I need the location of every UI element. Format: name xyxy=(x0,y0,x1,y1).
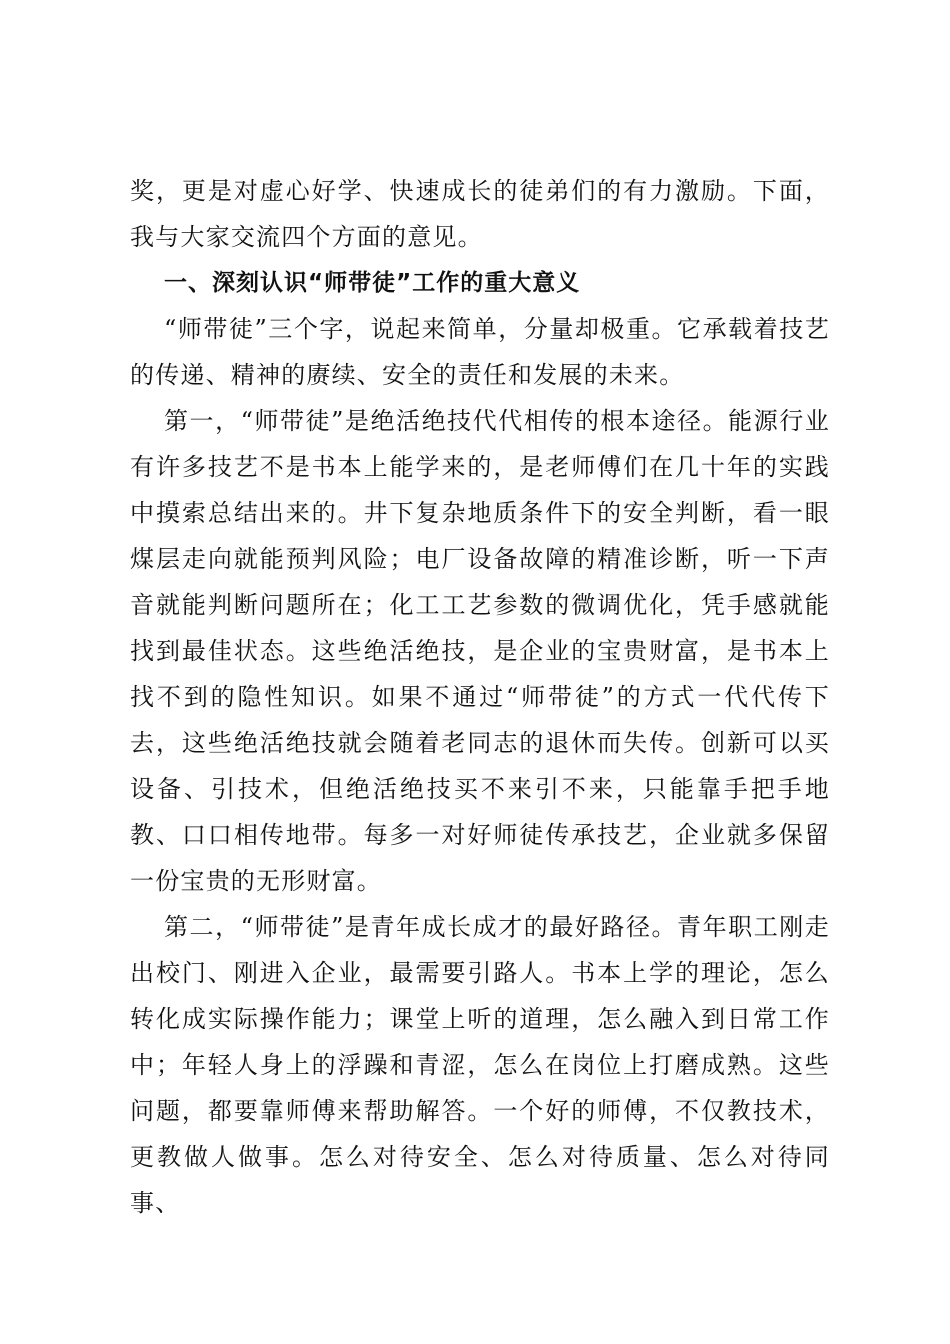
section-heading: 一、深刻认识“师带徒”工作的重大意义 xyxy=(164,270,581,296)
body-paragraph-2: “师带徒”三个字，说起来简单，分量却极重。它承载着技艺的传递、精神的赓续、安全的责任和发展的未来。 xyxy=(130,315,830,389)
body-paragraph-3: 第一，“师带徒”是绝活绝技代代相传的根本途径。能源行业有许多技艺不是书本上能学来的，是老师傅们在几十年的实践中摸索总结出来的。井下复杂地质条件下的安全判断，看一眼煤层走向就能预判风险；电厂设备故障的精准诊断，听一下声音就能判断问题所在；化工工艺参数的微调优化，凭手感就能找到最佳状态。这些绝活绝技，是企业的宝贵财富，是书本上找不到的隐性知识。如果不通过“师带徒”的方式一代代传下去，这些绝活绝技就会随着老同志的退休而失传。创新可以买设备、引技术，但绝活绝技买不来引不来，只能靠手把手地教、口口相传地带。每多一对好师徒传承技艺，企业就多保留一份宝贵的无形财富。 xyxy=(130,407,830,895)
body-paragraph-1: 奖，更是对虚心好学、快速成长的徒弟们的有力激励。下面，我与大家交流四个方面的意见。 xyxy=(130,177,830,251)
document-body xyxy=(130,168,830,1226)
body-paragraph-4: 第二，“师带徒”是青年成长成才的最好路径。青年职工刚走出校门、刚进入企业，最需要引路人。书本上学的理论，怎么转化成实际操作能力；课堂上听的道理，怎么融入到日常工作中；年轻人身上的浮躁和青涩，怎么在岗位上打磨成熟。这些问题，都要靠师傅来帮助解答。一个好的师傅，不仅教技术，更教做人做事。怎么对待安全、怎么对待质量、怎么对待同事、 xyxy=(130,913,830,1217)
